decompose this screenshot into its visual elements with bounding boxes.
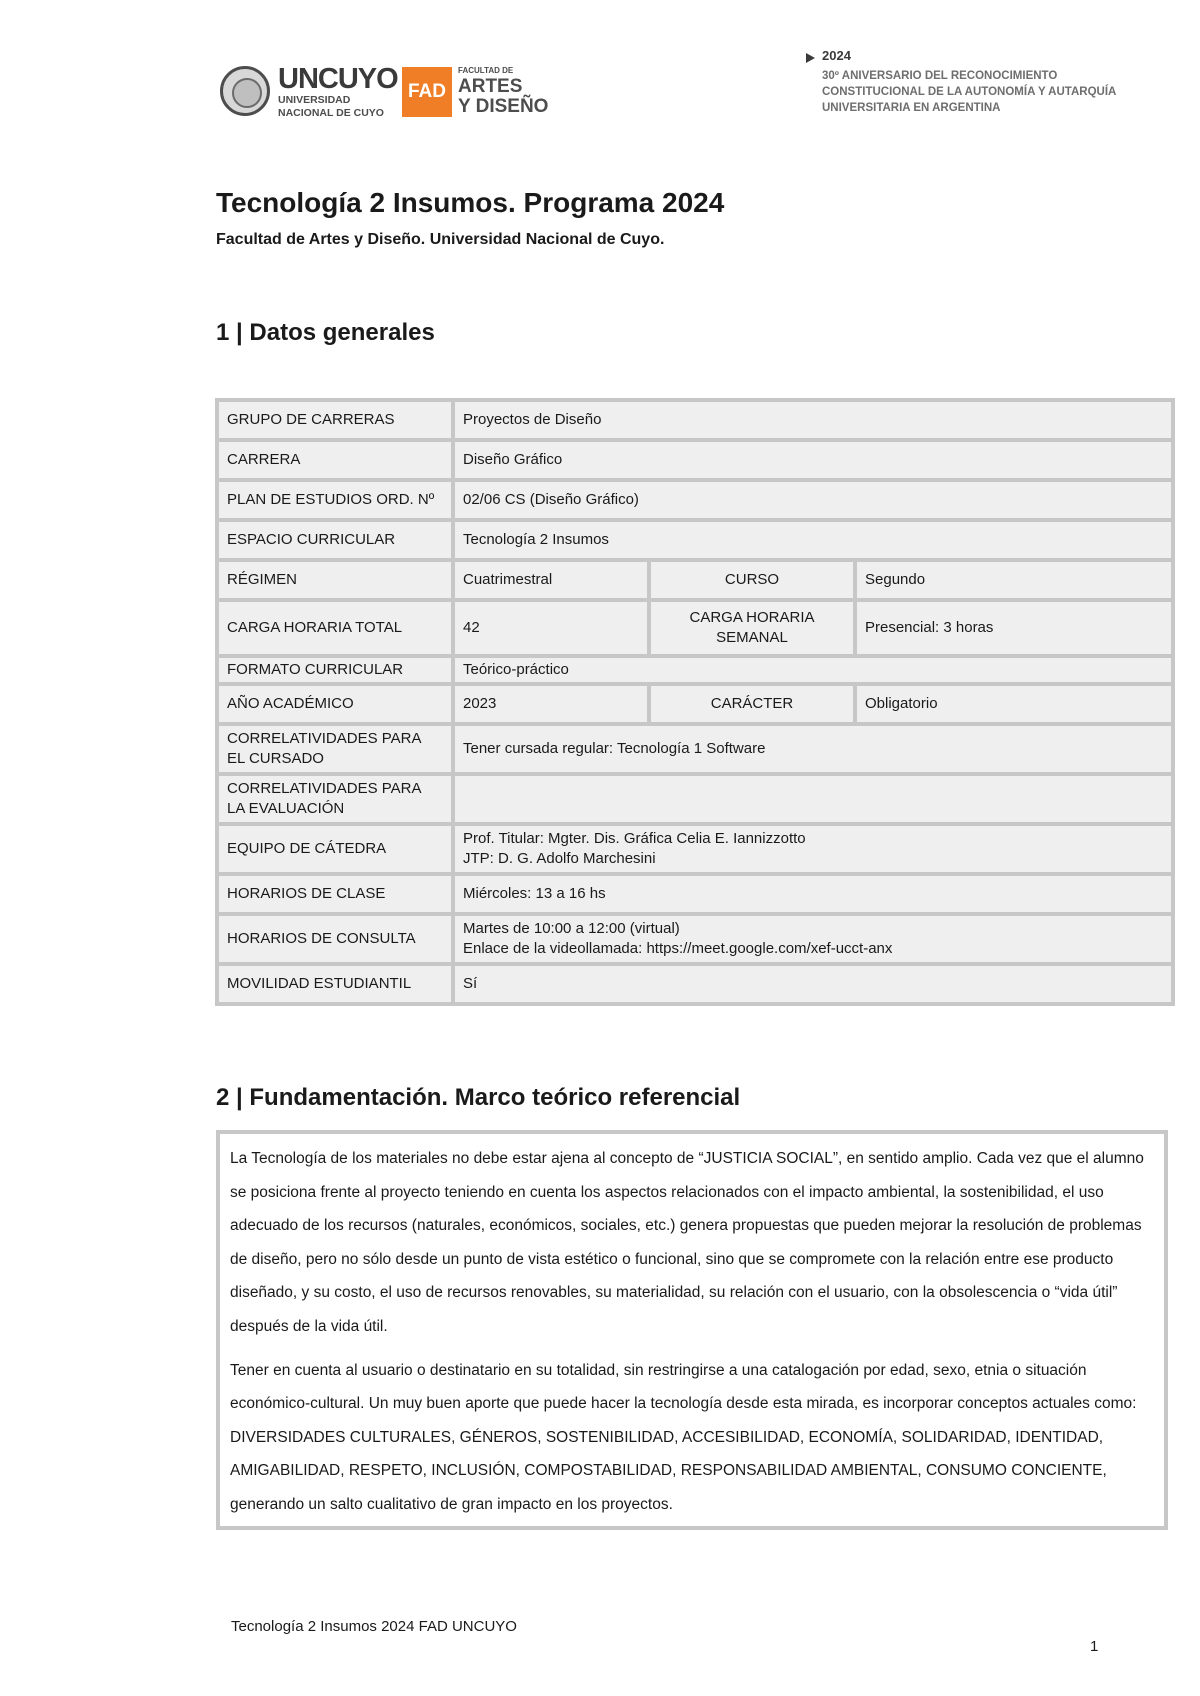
section-1-heading: 1 | Datos generales bbox=[216, 319, 435, 346]
document-subtitle: Facultad de Artes y Diseño. Universidad Nacional de Cuyo. bbox=[216, 231, 665, 248]
horarios-consulta-label: HORARIOS DE CONSULTA bbox=[219, 916, 451, 962]
table-row bbox=[219, 726, 1171, 772]
horarios-consulta-link[interactable]: Enlace de la videollamada: https://meet.google.com/xef-ucct-anx bbox=[463, 940, 893, 957]
anniversary-line-2: CONSTITUCIONAL DE LA AUTONOMÍA Y AUTARQUÍA bbox=[822, 86, 1117, 98]
corr-cursado-bold: Tener cursada regular: bbox=[463, 740, 614, 757]
corr-cursado-cell bbox=[455, 726, 1171, 772]
page-header bbox=[216, 50, 1146, 130]
carga-semanal-label: CARGA HORARIA SEMANAL bbox=[651, 602, 853, 654]
movilidad-label: MOVILIDAD ESTUDIANTIL bbox=[219, 966, 451, 1002]
fad-logo-line-2: Y DISEÑO bbox=[458, 96, 549, 117]
section-2-heading: 2 | Fundamentación. Marco teórico referencial bbox=[216, 1084, 741, 1111]
uncuyo-sub-line-1: UNIVERSIDAD bbox=[278, 94, 351, 106]
carrera-label: CARRERA bbox=[219, 442, 451, 478]
corr-eval-value bbox=[455, 776, 1171, 822]
carga-total-value: 42 bbox=[455, 602, 647, 654]
table-row bbox=[219, 522, 1171, 558]
horarios-consulta-value-1: Martes de 10:00 a 12:00 (virtual) bbox=[463, 920, 680, 937]
corr-eval-label: CORRELATIVIDADES PARA LA EVALUACIÓN bbox=[219, 776, 451, 822]
fundamentacion-box bbox=[216, 1130, 1168, 1530]
table-row bbox=[219, 562, 1171, 598]
fundamentacion-paragraph-1: La Tecnología de los materiales no debe estar ajena al concepto de “JUSTICIA SOCIAL”, en sentido amplio. Cada vez que el alumno se posiciona frente al proyecto teniendo en cuenta los aspectos relacionados con el impacto ambiental, la sostenibilidad, el uso adecuado de los recursos (naturales, económicos, sociales, etc.) genera propuestas que pueden mejorar la resolución de problemas de diseño, pero no sólo desde un punto de vista estético o funcional, sino que se compromete con la relación entre ese producto diseñado, y su costo, el uso de recursos renovables, su materialidad, su relación con el usuario, con la obsolescencia o “vida útil” después de la vida útil. bbox=[230, 1150, 1144, 1335]
horarios-clase-label: HORARIOS DE CLASE bbox=[219, 876, 451, 912]
horarios-consulta-cell bbox=[455, 916, 1171, 962]
anniversary-line-1: 30º ANIVERSARIO DEL RECONOCIMIENTO bbox=[822, 70, 1058, 82]
horarios-clase-value: Miércoles: 13 a 16 hs bbox=[455, 876, 1171, 912]
uncuyo-logo-text: UNCUYO bbox=[278, 63, 398, 95]
table-row bbox=[219, 686, 1171, 722]
plan-label: PLAN DE ESTUDIOS ORD. Nº bbox=[219, 482, 451, 518]
uncuyo-sub-line-2: NACIONAL DE CUYO bbox=[278, 107, 384, 119]
fundamentacion-paragraph-2: Tener en cuenta al usuario o destinatario en su totalidad, sin restringirse a una catalogación por edad, sexo, etnia o situación económico-cultural. Un muy buen aporte que puede hacer la tecnología desde esta mirada, es incorporar conceptos actuales como: DIVERSIDADES CULTURALES, GÉNEROS, SOSTENIBILIDAD, ACCESIBILIDAD, ECONOMÍA, SOLIDARIDAD, IDENTIDAD, AMIGABILIDAD, RESPETO, INCLUSIÓN, COMPOSTABILIDAD, RESPONSABILIDAD AMBIENTAL, CONSUMO CONCIENTE, generando un salto cualitativo de gran impacto en los proyectos. bbox=[230, 1361, 1137, 1513]
uncuyo-logo-subtitle bbox=[278, 94, 398, 120]
document-title: Tecnología 2 Insumos. Programa 2024 bbox=[216, 187, 725, 218]
carga-total-label: CARGA HORARIA TOTAL bbox=[219, 602, 451, 654]
equipo-value-1: Prof. Titular: Mgter. Dis. Gráfica Celia E. Iannizzotto bbox=[463, 830, 806, 847]
curso-label: CURSO bbox=[651, 562, 853, 598]
fad-logo-pre: FACULTAD DE bbox=[458, 66, 514, 75]
movilidad-value: Sí bbox=[455, 966, 1171, 1002]
table-row bbox=[219, 966, 1171, 1002]
formato-value: Teórico-práctico bbox=[455, 658, 1171, 682]
play-arrow-icon bbox=[806, 53, 815, 63]
fad-logo-line-1: ARTES bbox=[458, 76, 523, 97]
grupo-label: GRUPO DE CARRERAS bbox=[219, 402, 451, 438]
table-row bbox=[219, 826, 1171, 872]
equipo-label: EQUIPO DE CÁTEDRA bbox=[219, 826, 451, 872]
anniversary-year: 2024 bbox=[822, 48, 851, 63]
uncuyo-seal-icon bbox=[220, 66, 270, 116]
anio-value: 2023 bbox=[455, 686, 647, 722]
anio-label: AÑO ACADÉMICO bbox=[219, 686, 451, 722]
carrera-value: Diseño Gráfico bbox=[455, 442, 1171, 478]
regimen-value: Cuatrimestral bbox=[455, 562, 647, 598]
espacio-value: Tecnología 2 Insumos bbox=[455, 522, 1171, 558]
table-row bbox=[219, 658, 1171, 682]
footer-text: Tecnología 2 Insumos 2024 FAD UNCUYO bbox=[231, 1618, 517, 1635]
table-row bbox=[219, 482, 1171, 518]
carga-semanal-value: Presencial: 3 horas bbox=[857, 602, 1171, 654]
anniversary-line-3: UNIVERSITARIA EN ARGENTINA bbox=[822, 102, 1001, 114]
general-data-table bbox=[215, 398, 1175, 1006]
table-row bbox=[219, 442, 1171, 478]
corr-cursado-value: Tecnología 1 Software bbox=[617, 740, 766, 757]
fad-logo-box: FAD bbox=[402, 67, 452, 117]
espacio-label: ESPACIO CURRICULAR bbox=[219, 522, 451, 558]
corr-cursado-label: CORRELATIVIDADES PARA EL CURSADO bbox=[219, 726, 451, 772]
table-row bbox=[219, 776, 1171, 822]
caracter-value: Obligatorio bbox=[857, 686, 1171, 722]
plan-value: 02/06 CS (Diseño Gráfico) bbox=[455, 482, 1171, 518]
table-row bbox=[219, 916, 1171, 962]
equipo-cell bbox=[455, 826, 1171, 872]
grupo-value: Proyectos de Diseño bbox=[455, 402, 1171, 438]
table-row bbox=[219, 402, 1171, 438]
formato-label: FORMATO CURRICULAR bbox=[219, 658, 451, 682]
curso-value: Segundo bbox=[857, 562, 1171, 598]
table-row bbox=[219, 876, 1171, 912]
caracter-label: CARÁCTER bbox=[651, 686, 853, 722]
page-number: 1 bbox=[1090, 1638, 1099, 1655]
equipo-value-2: JTP: D. G. Adolfo Marchesini bbox=[463, 850, 656, 867]
regimen-label: RÉGIMEN bbox=[219, 562, 451, 598]
table-row bbox=[219, 602, 1171, 654]
